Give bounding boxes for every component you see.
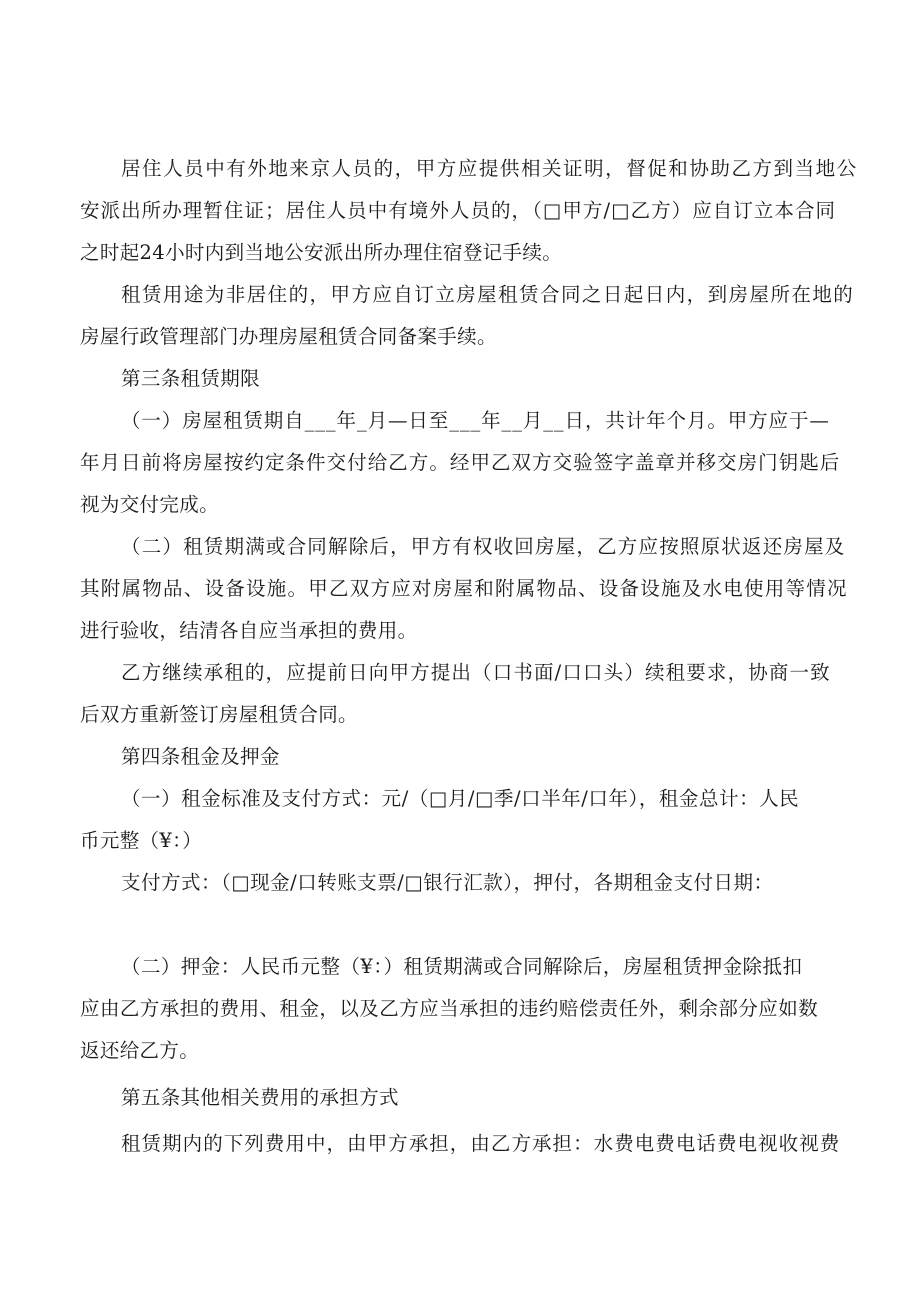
paragraph-line: 应由乙方承担的费用、租金，以及乙方应当承担的违约赔偿责任外，剩余部分应如数 [80,997,819,1020]
paragraph-line: 居住人员中有外地来京人员的，甲方应提供相关证明，督促和协助乙方到当地公 [121,157,858,180]
section-heading-article-3: 第三条租赁期限 [121,367,260,390]
paragraph-line: 房屋行政管理部门办理房屋租赁合同备案手续。 [80,325,497,348]
paragraph-line: 支付方式：（□现金/口转账支票/□银行汇款），押付，各期租金支付日期： [121,871,774,894]
paragraph-line: 视为交付完成。 [80,493,219,516]
section-heading-article-4: 第四条租金及押金 [121,745,280,768]
paragraph-line: 之时起24小时内到当地公安派出所办理住宿登记手续。 [80,241,563,264]
paragraph-line: 返还给乙方。 [80,1039,200,1062]
paragraph-line: 租赁用途为非居住的，甲方应自订立房屋租赁合同之日起日内，到房屋所在地的 [121,283,855,306]
paragraph-line: 进行验收，结清各自应当承担的费用。 [80,619,418,642]
paragraph-line: （一）房屋租赁期自___年_月—日至___年__月__日，共计年个月。甲方应于— [121,409,830,432]
paragraph-line: （二）租赁期满或合同解除后，甲方有权收回房屋，乙方应按照原状返还房屋及 [121,535,846,558]
paragraph-line: 年月日前将房屋按约定条件交付给乙方。经甲乙双方交验签字盖章并移交房门钥匙后 [80,451,841,474]
paragraph-line: （二）押金：人民币元整（¥：）租赁期满或合同解除后，房屋租赁押金除抵扣 [121,955,803,978]
paragraph-line: 币元整（¥：） [80,829,203,852]
paragraph-line: 乙方继续承租的，应提前日向甲方提出（口书面/口口头）续租要求，协商一致 [121,661,831,684]
paragraph-line: （一）租金标准及支付方式：元/（□月/□季/口半年/口年），租金总计：人民 [121,787,800,810]
paragraph-line: 后双方重新签订房屋租赁合同。 [80,703,358,726]
paragraph-line: 租赁期内的下列费用中，由甲方承担，由乙方承担：水费电费电话费电视收视费 [121,1132,841,1155]
paragraph-line: 安派出所办理暂住证；居住人员中有境外人员的，（□甲方/□乙方）应自订立本合同 [80,199,837,222]
paragraph-line: 其附属物品、设备设施。甲乙双方应对房屋和附属物品、设备设施及水电使用等情况 [80,577,848,600]
section-heading-article-5: 第五条其他相关费用的承担方式 [121,1086,399,1109]
